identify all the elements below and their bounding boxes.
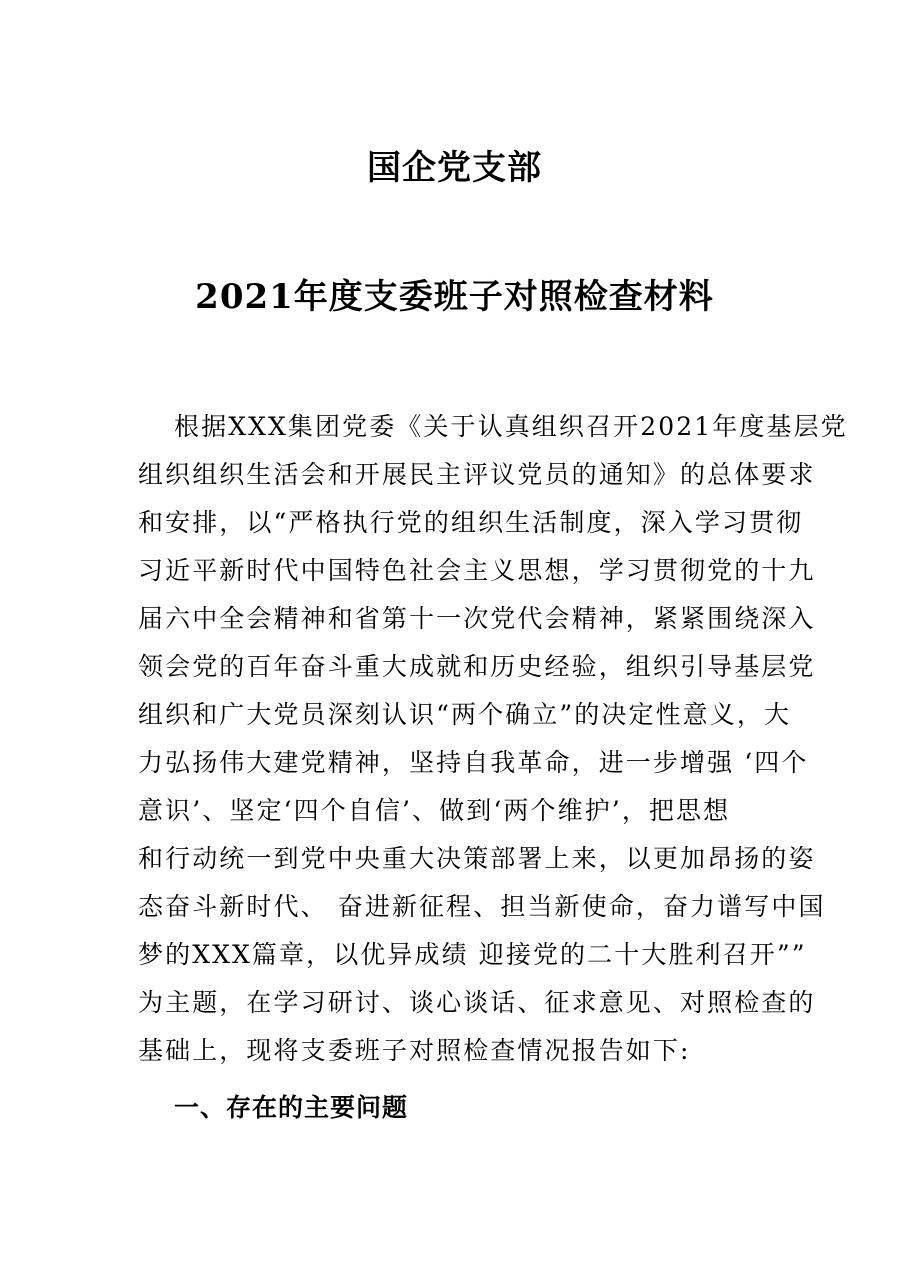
paragraph-line: 届六中全会精神和省第十一次党代会精神，紧紧围绕深入 (138, 604, 816, 633)
body-paragraph (138, 403, 848, 1075)
document-subtitle: 2021年度支委班子对照检查材料 (195, 277, 714, 317)
paragraph-line: 和行动统一到党中央重大决策部署上来，以更加昂扬的姿 (138, 844, 816, 873)
document-title: 国企党支部 (367, 148, 542, 188)
paragraph-line: 基础上，现将支委班子对照检查情况报告如下: (138, 1036, 691, 1065)
paragraph-line: 态奋斗新时代、 奋进新征程、担当新使命，奋力谱写中国 (138, 892, 826, 921)
paragraph-line: 组织和广大党员深刻认识“两个确立”的决定性意义，大 (138, 700, 792, 729)
paragraph-line: 为主题，在学习研讨、谈心谈话、征求意见、对照检查的 (138, 988, 816, 1017)
paragraph-line: 梦的XXX篇章，以优异成绩 迎接党的二十大胜利召开”” (138, 940, 807, 969)
paragraph-line: 力弘扬伟大建党精神，坚持自我革命，进一步增强 ‘四个 (138, 748, 809, 777)
paragraph-line: 组织组织生活会和开展民主评议党员的通知》的总体要求 (138, 460, 816, 489)
paragraph-line: 意识’、坚定‘四个自信’、做到‘两个维护’，把思想 (138, 796, 731, 825)
paragraph-line: 和安排，以“严格执行党的组织生活制度，深入学习贯彻 (138, 508, 804, 537)
paragraph-line: 根据XXX集团党委《关于认真组织召开2021年度基层党 (174, 412, 848, 441)
section-heading: 一、存在的主要问题 (174, 1093, 409, 1122)
paragraph-line: 领会党的百年奋斗重大成就和历史经验，组织引导基层党 (138, 652, 816, 681)
paragraph-line: 习近平新时代中国特色社会主义思想，学习贯彻党的十九 (138, 556, 816, 585)
